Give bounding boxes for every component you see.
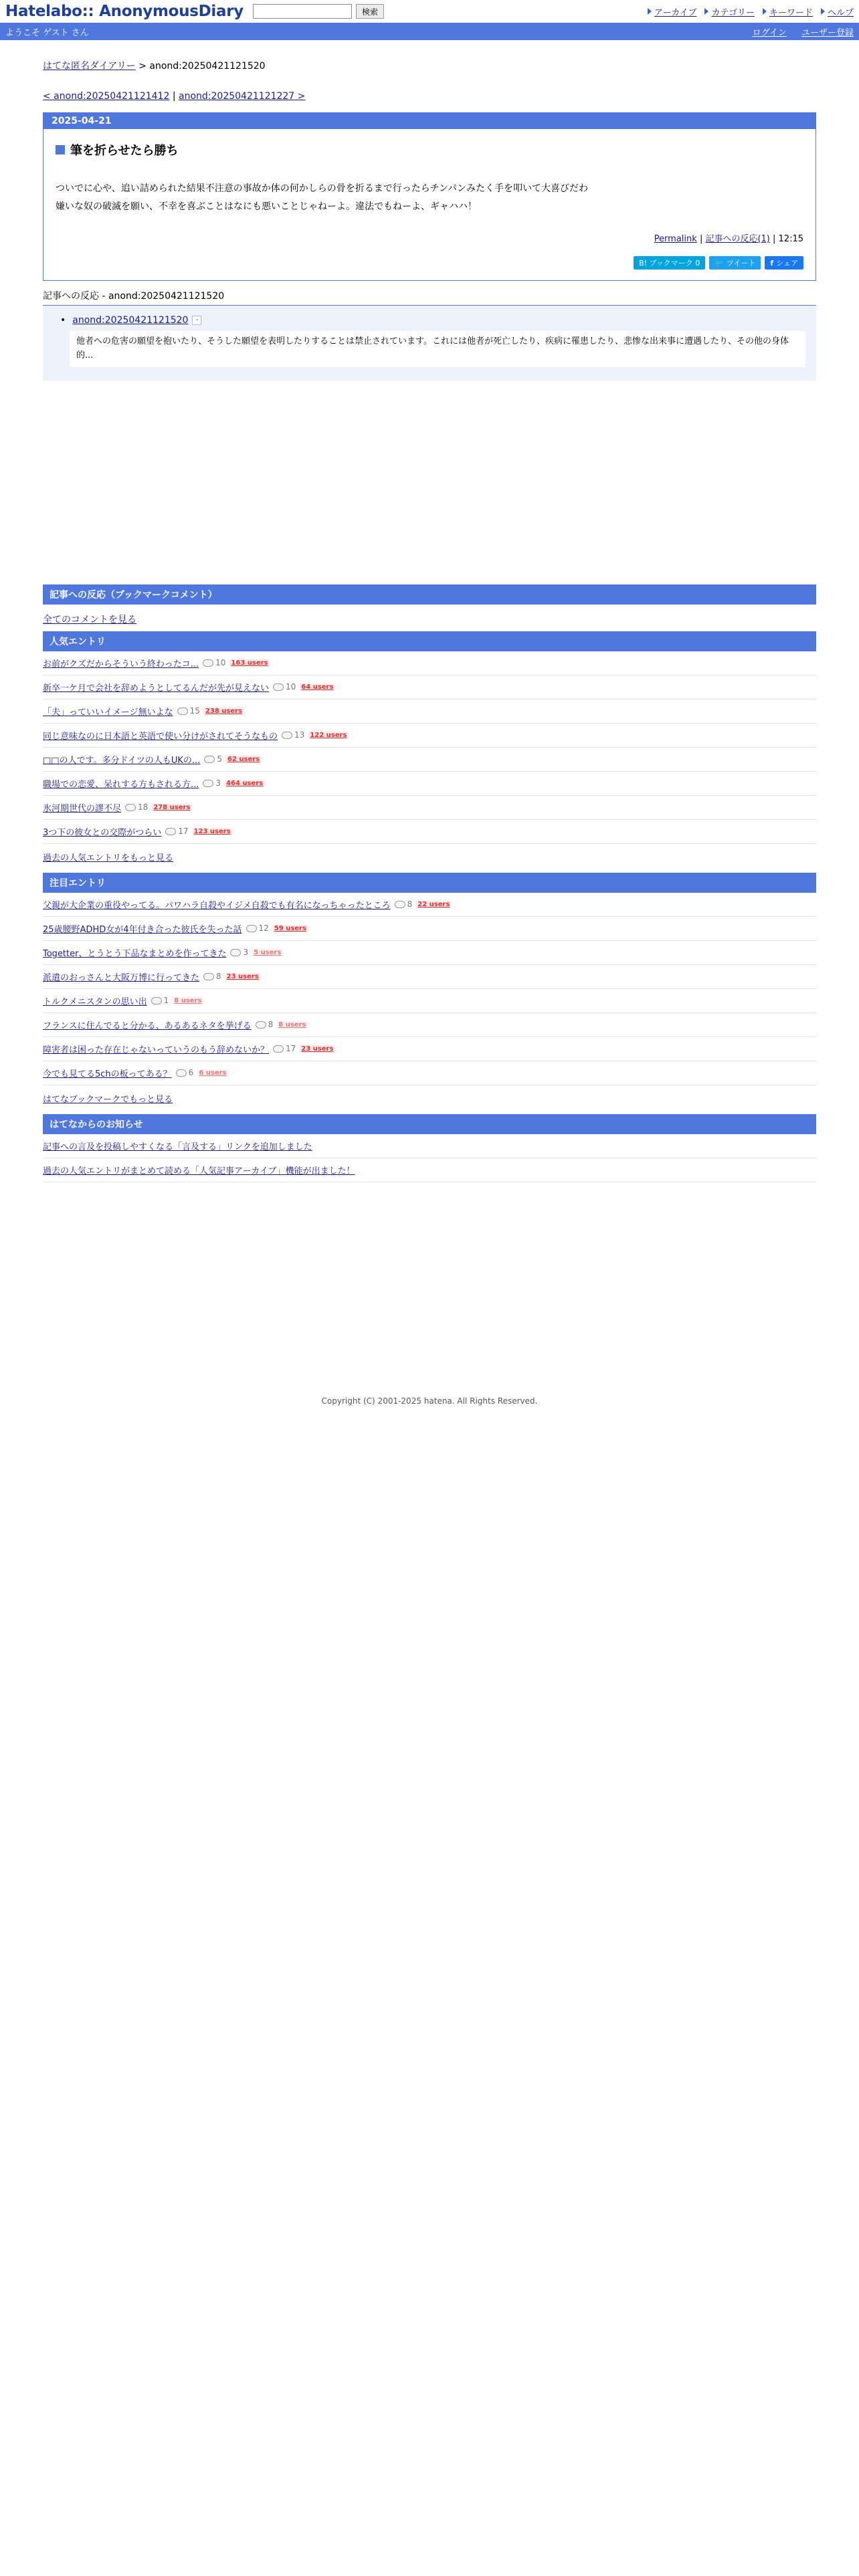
speech-bubble-icon — [246, 925, 257, 932]
tweet-button[interactable] — [709, 256, 761, 270]
comment-count-value: 10 — [286, 682, 296, 692]
comment-count-value: 18 — [138, 802, 149, 813]
bookmark-users-badge[interactable]: 6 users — [199, 1069, 227, 1077]
top-bar — [0, 0, 859, 23]
entry-link[interactable]: 同じ意味なのに日本語と英語で使い分けがされてそうなもの — [43, 731, 278, 742]
speech-bubble-icon — [273, 1045, 284, 1053]
comment-count[interactable] — [395, 899, 413, 909]
entry-row — [43, 651, 816, 675]
news-list — [43, 1134, 816, 1182]
reactions-title: 記事への反応 - anond:20250421121520 — [43, 282, 816, 306]
entry-body — [43, 129, 816, 280]
pager-sep: | — [169, 91, 179, 102]
entry-link[interactable]: お前がクズだからそういう終わったコ... — [43, 659, 199, 669]
comment-count-value: 3 — [215, 778, 221, 788]
speech-bubble-icon — [203, 780, 213, 787]
comment-count[interactable] — [246, 924, 269, 933]
comment-count-value: 8 — [407, 899, 413, 909]
bookmark-users-badge[interactable]: 464 users — [226, 779, 264, 787]
bookmark-users-badge[interactable]: 122 users — [310, 731, 347, 739]
speech-bubble-icon — [203, 659, 213, 667]
ad-space — [43, 381, 816, 584]
prev-entry-link[interactable]: < anond:20250421121412 — [43, 91, 170, 102]
main-content — [43, 40, 816, 1406]
entry-row — [43, 941, 816, 965]
nav-keyword[interactable] — [763, 5, 813, 18]
breadcrumb-sep: > — [135, 61, 150, 72]
comment-count[interactable] — [176, 1068, 194, 1077]
search-button[interactable]: 検索 — [356, 4, 384, 19]
popular-header: 人気エントリ — [43, 631, 816, 651]
comment-count-value: 5 — [217, 754, 222, 764]
triangle-icon — [648, 8, 652, 15]
bookmark-users-badge[interactable]: 278 users — [153, 803, 191, 811]
bookmark-users-badge[interactable]: 23 users — [226, 972, 259, 980]
speech-bubble-icon — [204, 756, 215, 763]
news-link[interactable]: 記事への言及を投稿しやすくなる「言及する」リンクを追加しました — [43, 1142, 312, 1152]
nav-archive[interactable] — [648, 5, 697, 18]
entry-link[interactable]: 職場での恋愛、呆れする方もされる方... — [43, 779, 199, 790]
facebook-icon: f — [770, 258, 774, 267]
comment-count-value: 8 — [268, 1020, 274, 1030]
reactions-list — [43, 306, 816, 381]
reaction-item — [60, 315, 805, 326]
comment-count[interactable] — [273, 682, 296, 691]
comment-count-value: 17 — [178, 827, 189, 837]
bookmark-comments-header: 記事への反応（ブックマークコメント） — [43, 584, 816, 605]
entry-row — [43, 796, 816, 820]
comment-count-value: 15 — [189, 706, 200, 716]
entry-link[interactable]: 氷河期世代の謬不尽 — [43, 803, 122, 814]
speech-bubble-icon — [176, 1069, 187, 1077]
entry-row — [43, 675, 816, 700]
search-input[interactable] — [253, 4, 352, 19]
entry-row — [43, 772, 816, 796]
all-comments-row — [43, 605, 816, 631]
nav-help-label: ヘルプ — [827, 7, 854, 18]
search-area — [253, 4, 384, 19]
login-link[interactable]: ログイン — [752, 27, 787, 38]
welcome-text: ようこそ ゲスト さん — [5, 27, 89, 38]
featured-more-link[interactable]: はてなブックマークでもっと見る — [43, 1094, 173, 1105]
bookmark-users-badge[interactable]: 8 users — [174, 996, 202, 1004]
twitter-icon: 🐦 — [714, 258, 724, 267]
speech-bubble-icon — [125, 804, 136, 811]
facebook-share-button[interactable] — [765, 256, 803, 270]
nav-help[interactable] — [821, 5, 854, 18]
comment-count-value: 13 — [294, 730, 305, 740]
speech-bubble-icon — [256, 1021, 266, 1029]
comment-count-value: 17 — [286, 1044, 296, 1054]
bookmark-users-badge[interactable]: 123 users — [193, 827, 231, 835]
news-row — [43, 1134, 816, 1158]
featured-list — [43, 893, 816, 1085]
speech-bubble-icon — [203, 973, 214, 980]
entry-time: | 12:15 — [769, 234, 803, 245]
square-icon — [56, 145, 65, 154]
entry-link[interactable]: 障害者は困った存在じゃないっていうのもう辞めないか？ — [43, 1045, 270, 1055]
comment-count-value: 1 — [163, 996, 169, 1006]
entry-row — [43, 1037, 816, 1061]
entry-link[interactable]: 新卒一ケ月で会社を辞めようとしてるんだが先が見えない — [43, 683, 270, 693]
hatena-bookmark-button[interactable]: B! ブックマーク 0 — [634, 256, 705, 270]
nav-keyword-label: キーワード — [769, 7, 813, 18]
entry-link[interactable]: 「夫」っていいイメージ無いよな — [43, 707, 173, 718]
comment-count[interactable] — [203, 658, 225, 667]
popular-more-row — [43, 844, 816, 873]
comment-count[interactable] — [151, 996, 169, 1005]
entry-row — [43, 1061, 816, 1085]
comment-count[interactable] — [273, 1044, 296, 1053]
share-label: シェア — [776, 259, 798, 268]
bookmark-users-badge[interactable]: 8 users — [278, 1021, 306, 1029]
entry-link[interactable]: フランスに住んでると分かる、あるあるネタを挙げる — [43, 1021, 252, 1031]
breadcrumb-home[interactable]: はてな匿名ダイアリー — [43, 61, 136, 72]
entry-row — [43, 820, 816, 844]
footer-copyright: Copyright (C) 2001-2025 hatena. All Rights Reserved. — [321, 1396, 538, 1406]
comment-count[interactable] — [256, 1020, 274, 1029]
entry-link[interactable]: 今でも見てる5chの板ってある？ — [43, 1069, 172, 1079]
entry-link[interactable]: 派遣のおっさんと大阪万博に行ってきた — [43, 972, 200, 983]
comment-count[interactable] — [230, 948, 248, 957]
all-comments-link[interactable]: 全てのコメントを見る — [43, 614, 136, 625]
entry-line: ついでに心や、追い詰められた結果不注意の事故か体の何かしらの骨を折るまで行ったらチンパンみたく手を叩いて大喜びだわ — [56, 183, 589, 194]
entry-link[interactable]: 父親が大企業の重役やってる。パワハラ自殺やイジメ自殺でも有名になっちゃったところ — [43, 900, 391, 911]
bookmark-users-badge[interactable]: 23 users — [301, 1045, 334, 1053]
entry-title-row — [56, 141, 803, 158]
comment-count-value: 6 — [188, 1068, 194, 1078]
bookmark-users-badge[interactable]: 163 users — [231, 659, 268, 667]
comment-count[interactable] — [282, 730, 304, 740]
collapse-toggle[interactable]: - — [192, 316, 201, 325]
reaction-link[interactable]: • anond:20250421121520 — [72, 315, 189, 326]
nav-archive-label: アーカイブ — [654, 7, 697, 18]
news-link[interactable]: 過去の人気エントリがまとめて読める「人気記事アーカイブ」機能が出ました！ — [43, 1166, 355, 1176]
entry-row — [43, 965, 816, 989]
comment-count[interactable] — [203, 972, 221, 981]
comment-count-value: 12 — [258, 924, 269, 934]
bookmark-users-badge[interactable]: 5 users — [254, 948, 282, 956]
entry-link[interactable]: Togetter、とうとう下品なまとめを作ってきた — [43, 948, 227, 959]
breadcrumb — [43, 59, 816, 72]
site-logo[interactable]: Hatelabo:: AnonymousDiary — [5, 3, 244, 20]
bookmark-users-badge[interactable]: 238 users — [205, 707, 242, 715]
breadcrumb-current: anond:20250421121520 — [149, 61, 266, 72]
speech-bubble-icon — [230, 949, 241, 956]
diary-day-box — [43, 112, 816, 281]
comment-count[interactable] — [165, 827, 188, 836]
entry-pager — [43, 91, 816, 102]
entry-row — [43, 748, 816, 772]
welcome-bar — [0, 23, 859, 40]
comment-count-value: 8 — [216, 972, 221, 982]
entry-row — [43, 917, 816, 941]
nav-category[interactable] — [704, 5, 754, 18]
featured-more-row — [43, 1085, 816, 1114]
entry-line: 嫌いな奴の破滅を願い、不幸を喜ぶことはなにも悪いことじゃねーよ。違法でもねーよ、ギャハハ！ — [56, 201, 477, 212]
triangle-icon — [821, 8, 825, 15]
tweet-label: ツイート — [726, 259, 756, 268]
entry-row — [43, 1013, 816, 1037]
footer-sep: | — [696, 234, 706, 245]
next-entry-link[interactable]: anond:20250421121227 > — [179, 91, 306, 102]
speech-bubble-icon — [282, 732, 292, 739]
popular-more-link[interactable]: 過去の人気エントリをもっと見る — [43, 853, 174, 863]
comment-count[interactable] — [125, 802, 148, 812]
nav-category-label: カテゴリー — [711, 7, 755, 18]
speech-bubble-icon — [395, 901, 405, 908]
reactions-link[interactable]: 記事への反応(1) — [705, 234, 770, 245]
entry-row — [43, 724, 816, 748]
featured-header: 注目エントリ — [43, 873, 816, 893]
entry-row — [43, 893, 816, 917]
entry-title: 筆を折らせたら勝ち — [70, 144, 179, 158]
popular-list — [43, 651, 816, 844]
entry-row — [43, 989, 816, 1013]
triangle-icon — [763, 8, 767, 15]
comment-count[interactable] — [203, 778, 221, 788]
entry-date: 2025-04-21 — [43, 113, 816, 129]
bookmark-users-badge[interactable]: 62 users — [227, 755, 260, 763]
bookmark-users-badge[interactable]: 64 users — [301, 683, 334, 691]
comment-count-value: 10 — [215, 658, 226, 668]
entry-link[interactable]: 25歳腰野ADHD女が4年付き合った彼氏を失った話 — [43, 924, 242, 935]
top-nav — [648, 5, 854, 18]
speech-bubble-icon — [165, 828, 176, 835]
entry-row — [43, 700, 816, 724]
comment-count-value: 3 — [243, 948, 249, 958]
comment-count[interactable] — [177, 706, 200, 716]
news-row — [43, 1158, 816, 1182]
comment-count[interactable] — [204, 754, 222, 764]
share-buttons — [56, 256, 803, 270]
triangle-icon — [704, 8, 708, 15]
reaction-snippet: 他者への危害の願望を抱いたり、そうした願望を表明したりすることは禁止されています。これには他者が死亡したり、疾病に罹患したり、悲惨な出来事に遭遇したり、その他の身体的... — [70, 331, 805, 367]
entry-text — [56, 180, 803, 215]
entry-footer — [56, 231, 803, 244]
bookmark-users-badge[interactable]: 22 users — [417, 900, 450, 908]
speech-bubble-icon — [177, 708, 188, 715]
register-link[interactable]: ユーザー登録 — [801, 27, 854, 38]
speech-bubble-icon — [273, 683, 284, 691]
entry-link[interactable]: 3つ下の彼女との交際がつらい — [43, 827, 162, 838]
entry-link[interactable]: □□の人です。多分ドイツの人もUKの... — [43, 755, 201, 766]
permalink[interactable]: Permalink — [654, 234, 697, 245]
speech-bubble-icon — [151, 997, 162, 1004]
news-header: はてなからのお知らせ — [43, 1114, 816, 1134]
entry-link[interactable]: トルクメニスタンの思い出 — [43, 996, 147, 1007]
bookmark-users-badge[interactable]: 59 users — [274, 924, 306, 932]
